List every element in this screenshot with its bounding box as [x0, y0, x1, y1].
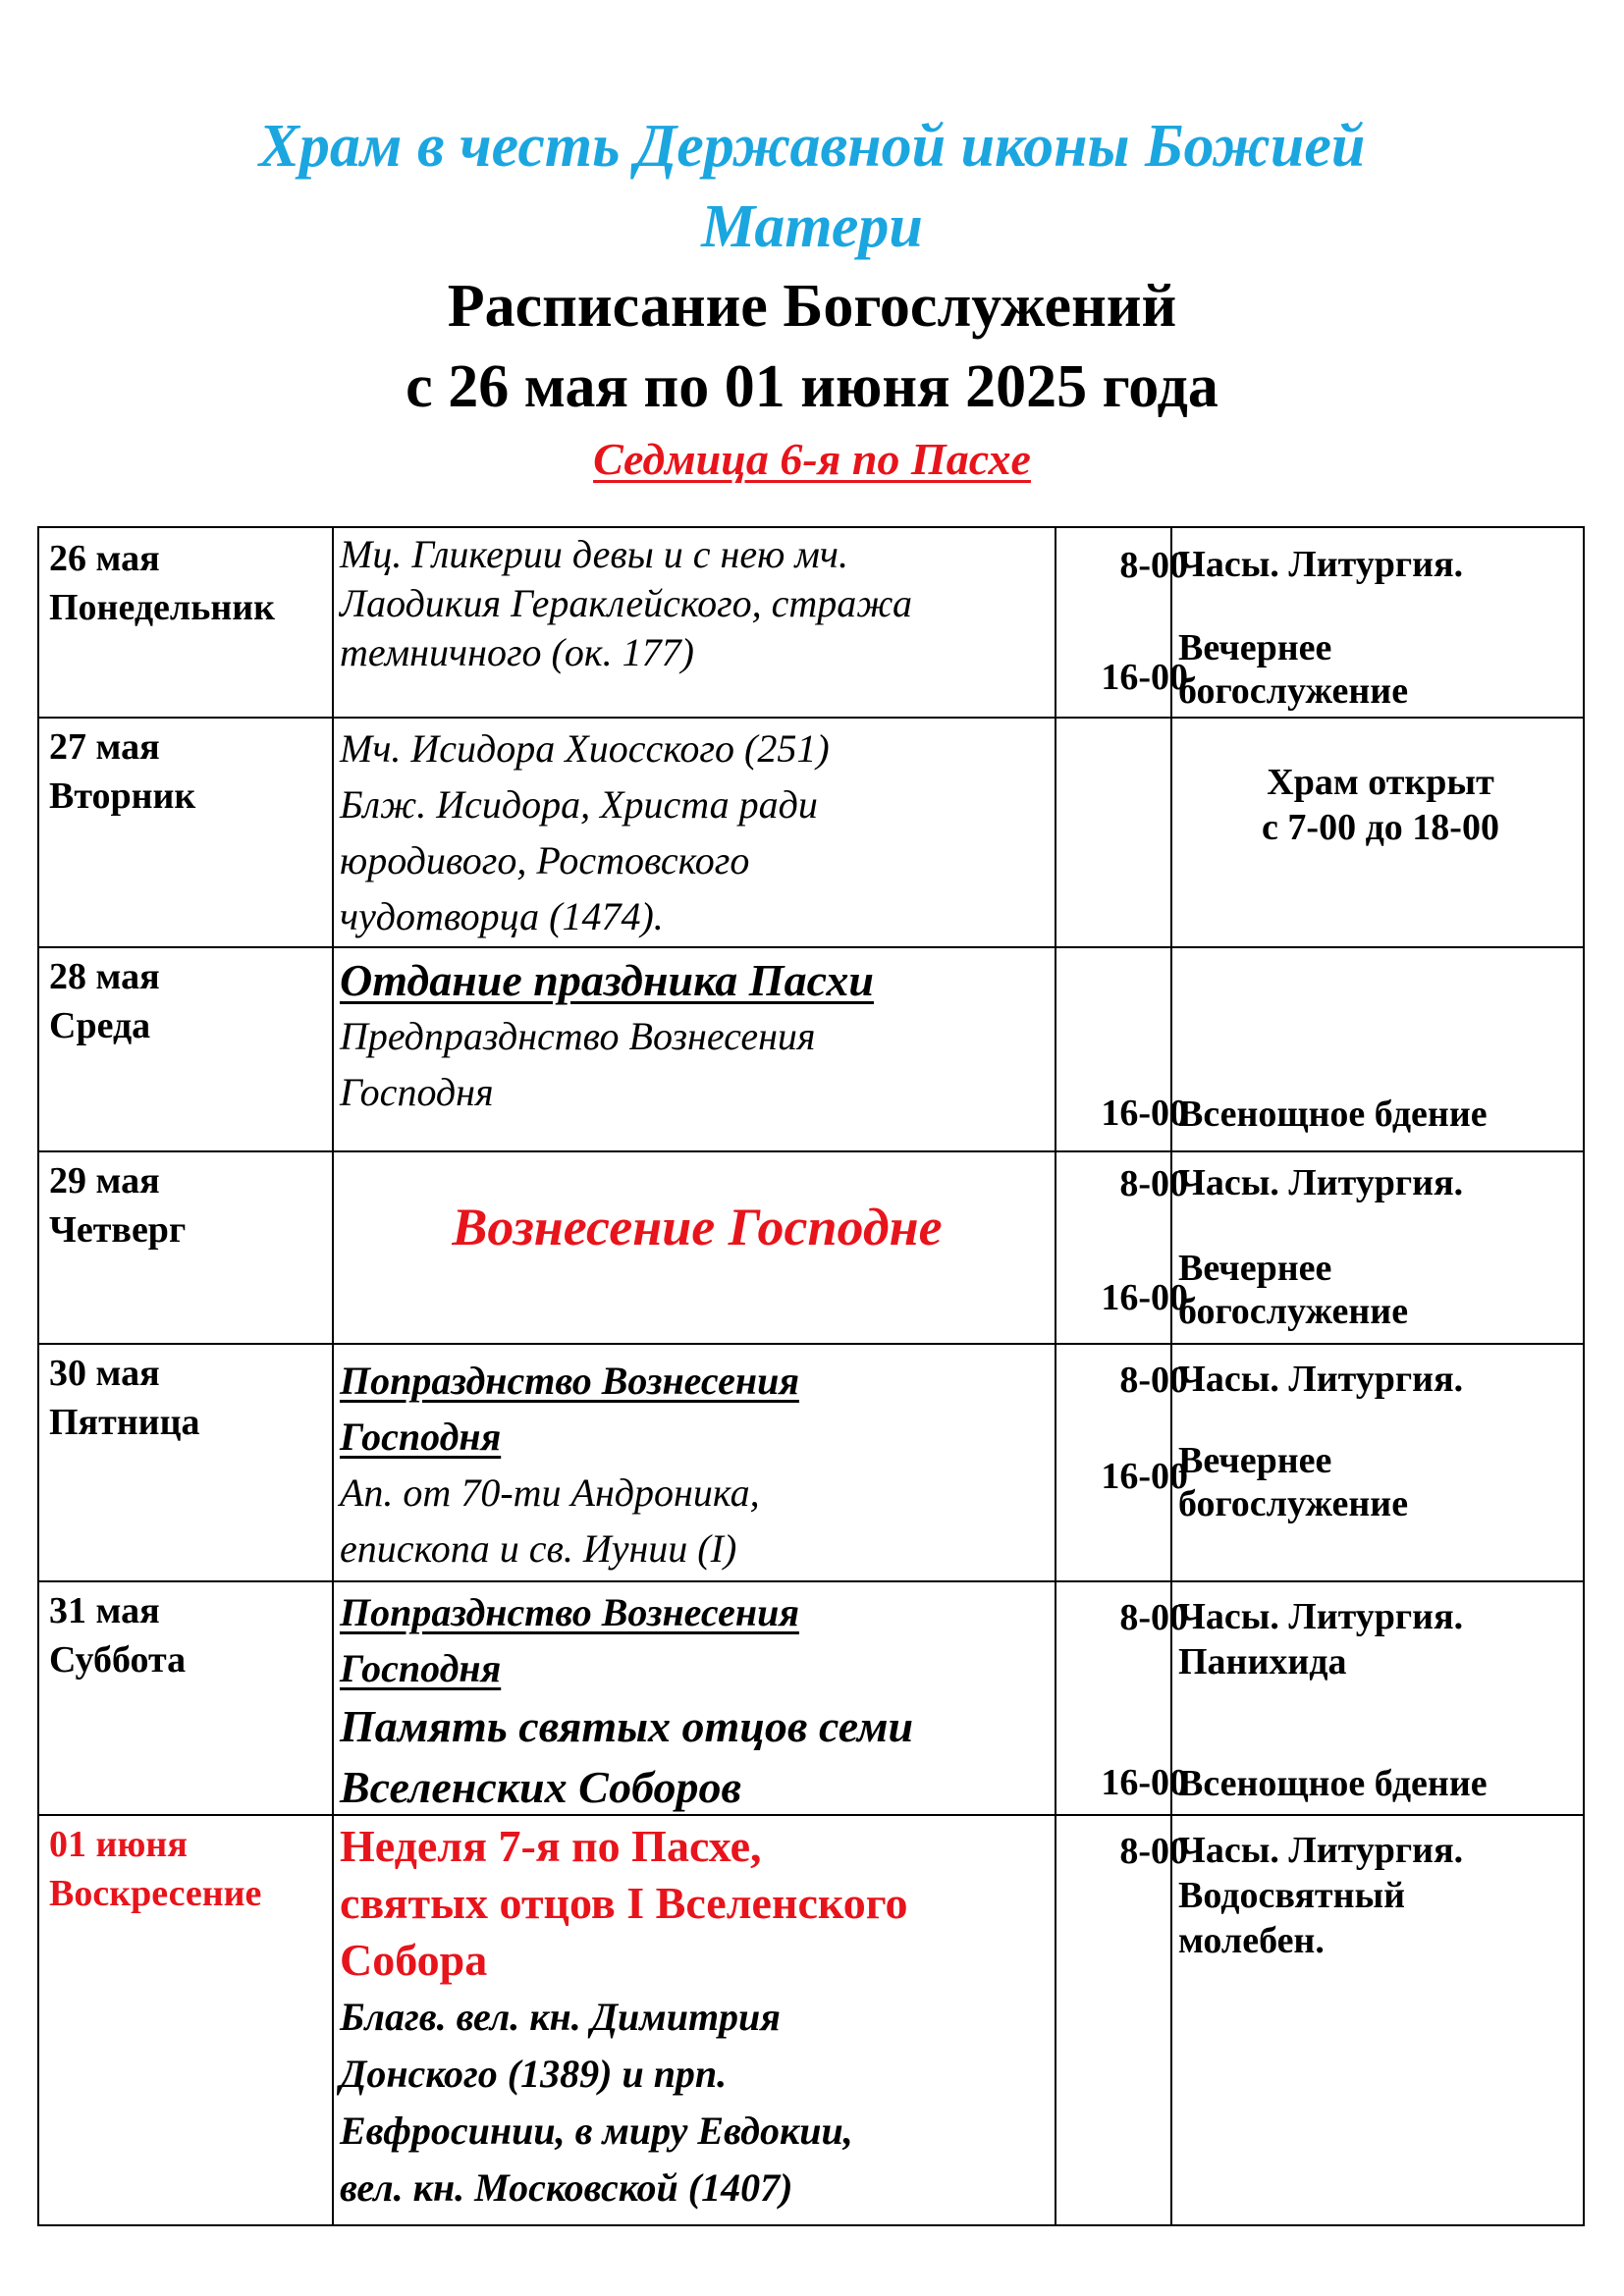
commemoration [340, 1818, 1082, 2216]
feast-title: Собора [340, 1935, 488, 1985]
time: 16-00 [1101, 1093, 1188, 1134]
week-title [0, 432, 1624, 487]
service-line: Часы. Литургия. [1178, 1830, 1464, 1871]
week-title-text: Седмица 6-я по Пасхе [593, 434, 1031, 484]
service-line: Панихида [1178, 1641, 1347, 1682]
commemoration-line: чудотворца (1474). [340, 894, 664, 938]
commemoration-line: Евфросинии, в миру Евдокии, [340, 2109, 853, 2153]
service-line: Вечернее [1178, 1248, 1332, 1289]
time: 16-00 [1101, 1277, 1188, 1318]
commemoration-line: Ап. от 70-ти Андроника, [340, 1470, 760, 1515]
service [1178, 626, 1583, 713]
service-line: Вечернее [1178, 627, 1332, 668]
feast-title: Господня [340, 1646, 502, 1690]
table-row [39, 946, 1583, 1150]
table-row [39, 1580, 1583, 1814]
commemoration-line: юродивого, Ростовского [340, 838, 750, 882]
weekday: Понедельник [49, 587, 276, 628]
memory-line: Вселенских Соборов [340, 1762, 742, 1812]
commemoration [340, 530, 1082, 677]
time: 8-00 [1119, 1360, 1188, 1401]
service-line: Водосвятный [1178, 1875, 1406, 1916]
day-cell [49, 1820, 344, 1918]
feast-title: Отдание праздника Пасхи [340, 955, 874, 1005]
weekday: Суббота [49, 1639, 187, 1681]
feast-title: Господня [340, 1415, 502, 1459]
commemoration-line: Предпразднство Вознесения [340, 1014, 816, 1058]
weekday: Среда [49, 1005, 151, 1046]
weekday: Вторник [49, 775, 196, 817]
time: 16-00 [1101, 1456, 1188, 1497]
commemoration [340, 721, 1082, 944]
commemoration-line: темничного (ок. 177) [340, 630, 694, 674]
feast-title: Попразднство Вознесения [340, 1590, 799, 1634]
date: 29 мая [49, 1160, 160, 1201]
commemoration-line: Донского (1389) и прп. [340, 2052, 728, 2096]
service: Всенощное бдение [1178, 1094, 1488, 1135]
date: 01 июня [49, 1824, 188, 1865]
service: Часы. Литургия. [1178, 1359, 1464, 1400]
weekday: Воскресение [49, 1873, 262, 1914]
weekday: Пятница [49, 1402, 200, 1443]
service-line: Вечернее [1178, 1440, 1332, 1481]
weekday: Четверг [49, 1209, 187, 1251]
service [1178, 1594, 1583, 1684]
schedule-title: Расписание Богослужений [447, 273, 1177, 340]
commemoration-line: Лаодикия Гераклейского, стража [340, 581, 912, 625]
service-line: Часы. Литургия. [1178, 1596, 1464, 1637]
service: Всенощное бдение [1178, 1763, 1488, 1804]
church-name-line2: Матери [701, 193, 923, 260]
time: 8-00 [1119, 1597, 1188, 1638]
day-cell [49, 1349, 344, 1447]
service: Часы. Литургия. [1178, 1162, 1464, 1203]
feast-title: Вознесение Господне [452, 1198, 943, 1256]
memory-line: Память святых отцов семи [340, 1701, 914, 1751]
service-line: богослужение [1178, 670, 1409, 712]
day-cell [49, 534, 344, 632]
table-row [39, 717, 1583, 946]
date: 30 мая [49, 1353, 160, 1394]
day-cell [49, 1156, 344, 1255]
service: Часы. Литургия. [1178, 544, 1464, 585]
table-row [39, 1150, 1583, 1343]
date: 28 мая [49, 956, 160, 997]
date: 26 мая [49, 538, 160, 579]
service-line: Храм открыт [1267, 762, 1494, 803]
service [1178, 1828, 1583, 1963]
table-row [39, 528, 1583, 717]
service [1178, 1439, 1583, 1525]
time: 16-00 [1101, 1762, 1188, 1803]
commemoration [340, 1584, 1082, 1818]
commemoration [340, 1353, 1082, 1576]
commemoration-line: Благв. вел. кн. Димитрия [340, 1995, 781, 2039]
schedule-table [37, 526, 1585, 2226]
commemoration [340, 952, 1082, 1120]
day-cell [49, 952, 344, 1050]
service-line: богослужение [1178, 1291, 1409, 1332]
day-cell [49, 1586, 344, 1684]
feast-title: святых отцов I Вселенского [340, 1878, 908, 1928]
service-line: богослужение [1178, 1483, 1409, 1524]
table-row [39, 1343, 1583, 1580]
service-line: с 7-00 до 18-00 [1262, 807, 1499, 848]
time: 16-00 [1101, 657, 1188, 698]
commemoration-line: Мц. Гликерии девы и с нею мч. [340, 532, 848, 576]
service [1178, 760, 1583, 850]
service [1178, 1247, 1583, 1333]
commemoration-line: Блж. Исидора, Христа ради [340, 782, 818, 827]
time: 8-00 [1119, 1831, 1188, 1872]
commemoration-line: Господня [340, 1070, 494, 1114]
schedule-dates: с 26 мая по 01 июня 2025 года [406, 353, 1218, 420]
commemoration-line: Мч. Исидора Хиосского (251) [340, 726, 830, 771]
table-row [39, 1814, 1583, 2226]
time: 8-00 [1119, 1163, 1188, 1204]
commemoration-line: вел. кн. Московской (1407) [340, 2165, 793, 2210]
feast-title: Неделя 7-я по Пасхе, [340, 1821, 762, 1871]
feast-title: Попразднство Вознесения [340, 1359, 799, 1403]
date: 31 мая [49, 1590, 160, 1631]
service-line: молебен. [1178, 1920, 1325, 1961]
church-name [0, 106, 1624, 267]
commemoration-line: епископа и св. Иунии (I) [340, 1526, 737, 1571]
date: 27 мая [49, 726, 160, 768]
day-cell [49, 722, 344, 821]
time: 8-00 [1119, 545, 1188, 586]
church-name-line1: Храм в честь Державной иконы Божией [258, 113, 1366, 180]
